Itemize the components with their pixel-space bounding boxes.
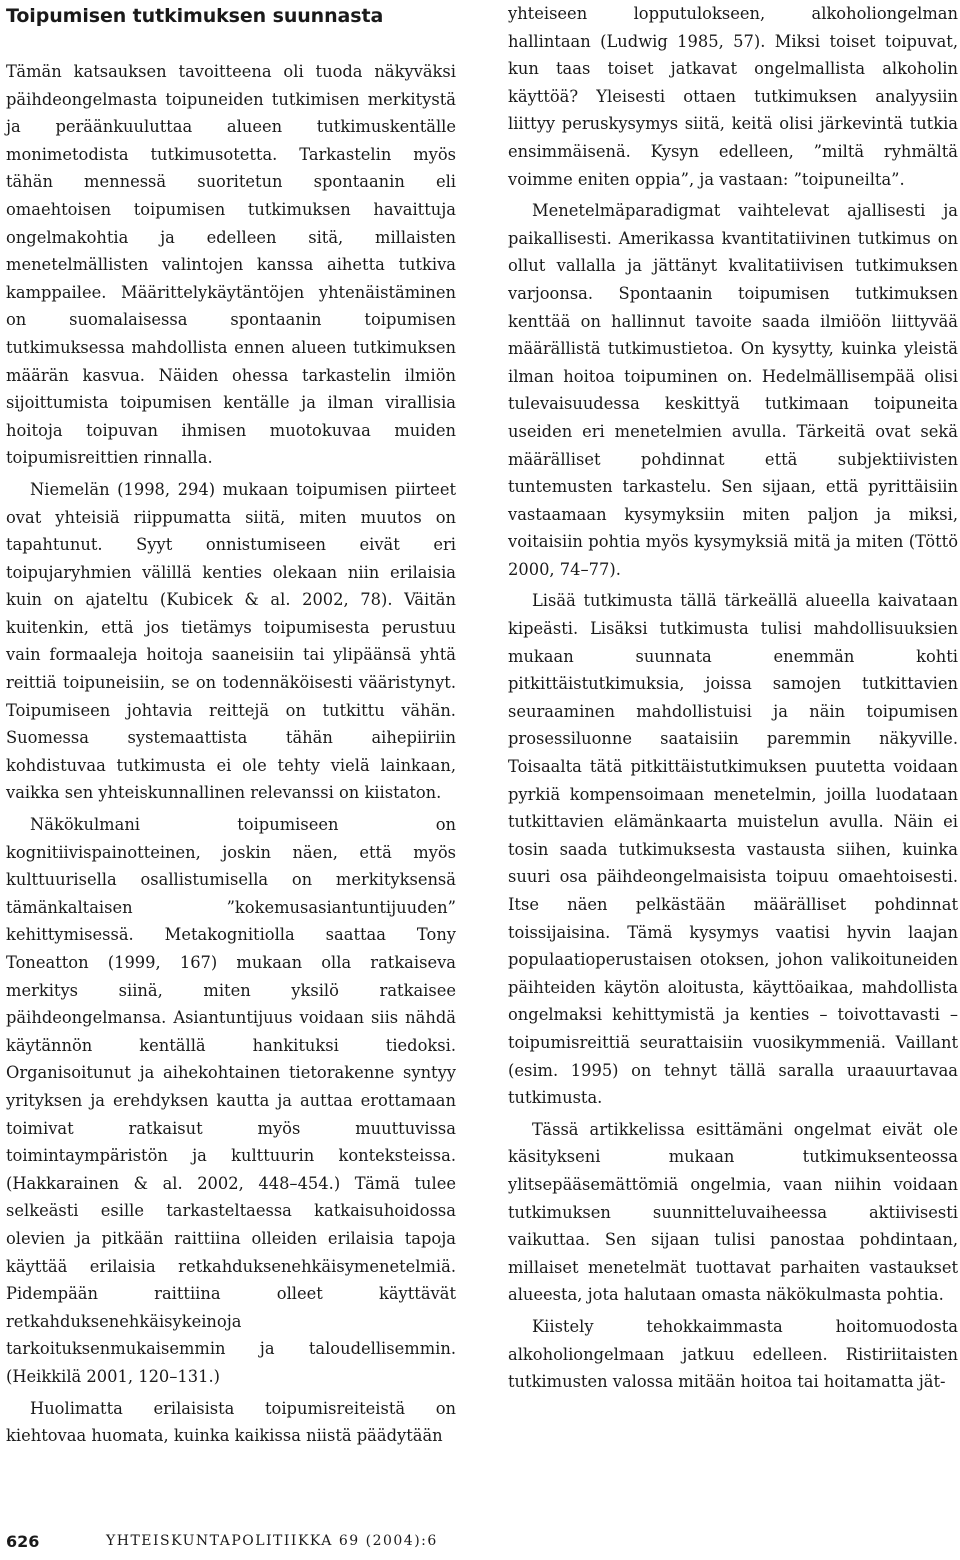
left-column [6,0,456,1450]
paragraph: Näkökulmani toipumiseen on kognitiivispainotteinen, joskin näen, että myös kulttuurisella osallistumisella on merkityksensä tämänkaltaisen ”kokemusasiantuntijuuden” kehittymisessä. Metakognitiolla saattaa Tony Toneatton (1999, 167) mukaan olla ratkaiseva merkitys siinä, miten yksilö ratkaisee päihdeongelmansa. Asiantuntijuus voidaan siis nähdä käytännön kentällä hankituksi tiedoksi. Organisoitunut ja aihekohtainen tietorakenne syntyy yrityksen ja erehdyksen kautta ja auttaa erottamaan toimivat ratkaisut myös muuttuvissa toimintaympäristön ja kulttuurin konteksteissa. (Hakkarainen & al. 2002, 448–454.) Tämä tulee selkeästi esille tarkasteltaessa katkaisuhoidossa olevien ja pitkään raittiina olleiden erilaisia tapoja käyttää erilaisia retkahduksenehkäisymenetelmiä. Pidempään raittiina olleet käyttävät retkahduksenehkäisykeinoja tarkoituksenmukaisemmin ja taloudellisemmin. (Heikkilä 2001, 120–131.) [6,815,456,1386]
page-number: 626 [6,1532,40,1551]
paragraph: Tämän katsauksen tavoitteena oli tuoda näkyväksi päihdeongelmasta toipuneiden tutkimisen merkitystä ja peräänkuuluttaa alueen tutkimuskentälle monimetodista tutkimusotetta. Tarkastelin myös tähän mennessä suoritetun spontaanin eli omaehtoisen toipumisen tutkimuksen havaittuja ongelmakohtia ja edelleen sitä, millaisten menetelmällisten valintojen kanssa aihetta tutkiva kamppailee. Määrittelykäytäntöjen yhtenäistäminen on suomalaisessa spontaanin toipumisen tutkimuksessa mahdollista ennen alueen tutkimuksen määrän kasvua. Näiden ohessa tarkastelin ilmiön sijoittumista toipumisen kentälle ja ilman virallisia hoitoja toipuvan ihmisen muotokuvaa muiden toipumisreittien rinnalla. [6,62,456,468]
paragraph: Niemelän (1998, 294) mukaan toipumisen piirteet ovat yhteisiä riippumatta siitä, miten muutos on tapahtunut. Syyt onnistumiseen eivät eri toipujaryhmien välillä kenties olekaan niin erilaisia kuin on ajateltu (Kubicek & al. 2002, 78). Väitän kuitenkin, että jos tietämys toipumisesta perustuu vain formaaleja hoitoja saaneisiin tai ylipäänsä yhtä reittiä toipuneisiin, se on todennäköisesti vääristynyt. Toipumiseen johtavia reittejä on tutkittu vähän. Suomessa systemaattista tähän aihepiiriin kohdistuvaa tutkimusta ei ole tehty vielä lainkaan, vaikka sen yhteiskunnallinen relevanssi on kiistaton. [6,479,456,803]
paragraph: Lisää tutkimusta tällä tärkeällä alueella kaivataan kipeästi. Lisäksi tutkimusta tulisi mahdollisuuksien mukaan suunnata enemmän kohti pitkittäistutkimuksia, joissa samojen tutkittavien seuraaminen mahdollistuisi ja näin toipumisen prosessiluonne saataisiin paremmin näkyville. Toisaalta tätä pitkittäistutkimuksen puutetta voidaan pyrkiä kompensoimaan menetelmin, joilla luodataan tutkittavien elämänkaarta muistelun avulla. Näin ei tosin saada tutkimuksesta vastausta siihen, kuinka suuri osa päihdeongelmaisista toipuu omaehtoisesti. Itse näen pelkästään määrälliset pohdinnat toissijaisina. Tämä kysymys vaatisi hyvin laajan populaatioperustaisen otoksen, johon valikoituneiden päihteiden käytön aloitusta, käyttöaikaa, mahdollista ongelmaksi kehittymistä ja kenties – toivottavasti – toipumisreittiä seurattaisiin vuosikymmeniä. Vaillant (esim. 1995) on tehnyt tällä saralla uraauurtavaa tutkimusta. [508,591,958,1108]
paragraph: Menetelmäparadigmat vaihtelevat ajallisesti ja paikallisesti. Amerikassa kvantitatiivinen tutkimus on ollut vallalla ja jättänyt kvalitatiivisen tutkimuksen varjoonsa. Spontaanin toipumisen tutkimuksen kenttää on hallinnut tavoite saada ilmiöön liittyvää määrällistä tutkimustietoa. On kysytty, kuinka yleistä ilman hoitoa toipuminen on. Hedelmällisempää olisi tulevaisuudessa keskittyä tutkimaan toipuneita useiden eri menetelmien avulla. Tärkeitä ovat sekä määrälliset pohdinnat että subjektiivisten tuntemusten tarkastelu. Sen sijaan, että pyrittäisiin vastaamaan kysymyksiin miten paljon ja miksi, voitaisiin pohtia myös kysymyksiä mitä ja miten (Töttö 2000, 74–77). [508,201,958,579]
paragraph: yhteiseen lopputulokseen, alkoholiongelman hallintaan (Ludwig 1985, 57). Miksi toiset toipuvat, kun taas toiset jatkavat ongelmallista alkoholin käyttöä? Yleisesti ottaen tutkimuksen analyysiin liittyy peruskysymys siitä, keitä olisi järkevintä tutkia ensimmäisenä. Kysyn edelleen, ”miltä ryhmältä voimme eniten oppia”, ja vastaan: ”toipuneilta”. [508,4,958,189]
paragraph: Huolimatta erilaisista toipumisreiteistä on kiehtovaa huomata, kuinka kaikissa niistä päädytään [6,1398,456,1446]
paragraph: Kiistely tehokkaimmasta hoitomuodosta alkoholiongelmaan jatkuu edelleen. Ristiriitaisten tutkimusten valossa mitään hoitoa tai hoitamatta jät- [508,1316,958,1392]
paragraph: Tässä artikkelissa esittämäni ongelmat eivät ole käsitykseni mukaan tutkimuksenteossa ylitsepääsemättömiä ongelmia, vaan niihin voidaan tutkimuksen suunnitteluvaiheessa aktiivisesti vaikuttaa. Sen sijaan tulisi panostaa pohdintaan, millaiset menetelmät tuottavat parhaiten vastaukset alueesta, jota halutaan omasta näkökulmasta pohtia. [508,1119,958,1305]
journal-running-footer: YHTEISKUNTAPOLITIIKKA 69 (2004):6 [106,1533,438,1549]
page-footer [6,1532,960,1556]
section-heading: Toipumisen tutkimuksen suunnasta [6,5,384,27]
right-column [508,0,958,1396]
